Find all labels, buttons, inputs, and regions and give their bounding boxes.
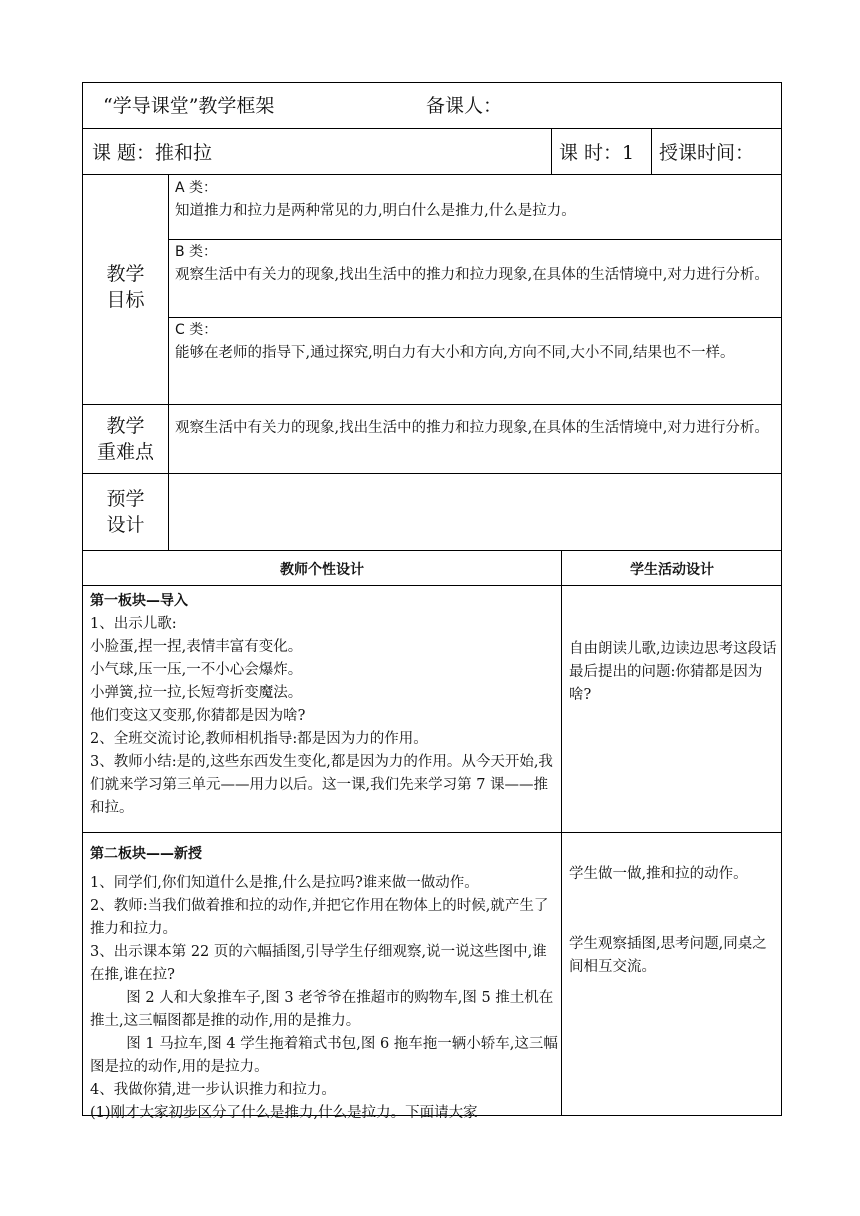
objective-b: B 类： 观察生活中有关力的现象,找出生活中的推力和拉力现象,在具体的生活情境中,对力进行分析。 [175, 244, 769, 283]
preview-label: 预学 设计 [106, 488, 145, 536]
objectives-label: 教学 目标 [106, 263, 145, 311]
objective-a: A 类： 知道推力和拉力是两种常见的力,明白什么是推力,什么是拉力。 [175, 180, 576, 219]
section2-student-2: 学生观察插图,思考问题,同桌之间相互交流。 [569, 936, 767, 975]
keypoints-row [82, 404, 782, 474]
topic-row [82, 128, 782, 175]
section1-student: 自由朗读儿歌,边读边思考这段话最后提出的问题:你猜都是因为啥? [569, 641, 777, 703]
objective-c: C 类： 能够在老师的指导下,通过探究,明白力有大小和方向,方向不同,大小不同,结果也不一样。 [175, 322, 735, 361]
lesson-plan-table [82, 82, 784, 1121]
topic-title: 课 题：推和拉 [92, 142, 213, 164]
class-time-label: 授课时间： [659, 142, 755, 164]
header-row [82, 82, 782, 129]
section2-heading: 第二板块——新授 [90, 846, 202, 862]
section1-row [82, 585, 782, 833]
preparer-label: 备课人： [426, 95, 503, 117]
section1-teacher: 第一板块—导入 1、出示儿歌: 小脸蛋,捏一捏,表情丰富有变化。 小气球,压一压,一不小心会爆炸。 小弹簧,拉一拉,长短弯折变魔法。 他们变这又变那,你猜都是因为啥? 2、全班交流讨论,教师相机指导:都是因为力的作用。 3、教师小结:是的,这些东西发生变化,都是因为力的作用。从今天开始,我们就来学习第三单元——用力以后。这一课,我们先来学习第 7 课——推和拉。 [90, 590, 558, 820]
section2-student-1: 学生做一做,推和拉的动作。 [569, 866, 748, 882]
keypoints-label: 教学 重难点 [96, 415, 154, 463]
column-header-row [82, 550, 782, 586]
framework-title: “学导课堂”教学框架 [103, 95, 275, 117]
preview-row [82, 473, 782, 551]
section1-heading: 第一板块—导入 [90, 593, 188, 609]
section2-teacher: 第二板块——新授 1、同学们,你们知道什么是推,什么是拉吗?谁来做一做动作。 2、教师:当我们做着推和拉的动作,并把它作用在物体上的时候,就产生了推力和拉力。 3、出示课本第 22 页的六幅插图,引导学生仔细观察,说一说这些图中,谁在推,谁在拉? 图 2 人和大象推车子,图 3 老爷爷在推超市的购物车,图 5 推土机在推土,这三幅图都是推的动作,用的是推力。 图 1 马拉车,图 4 学生拖着箱式书包,图 6 拖车拖一辆小轿车,这三幅图是拉的动作,用的是拉力。 4、我做你猜,进一步认识推力和拉力。 (1)刚才大家初步区分了什么是推力,什么是拉力。下面请大家 [90, 843, 558, 1125]
student-column-header: 学生活动设计 [630, 562, 714, 578]
objectives-row [82, 174, 782, 405]
period-label: 课 时：1 [559, 142, 635, 164]
keypoints-text: 观察生活中有关力的现象,找出生活中的推力和拉力现象,在具体的生活情境中,对力进行分析。 [175, 420, 769, 436]
section2-row [82, 832, 782, 1121]
teacher-column-header: 教师个性设计 [280, 562, 364, 578]
